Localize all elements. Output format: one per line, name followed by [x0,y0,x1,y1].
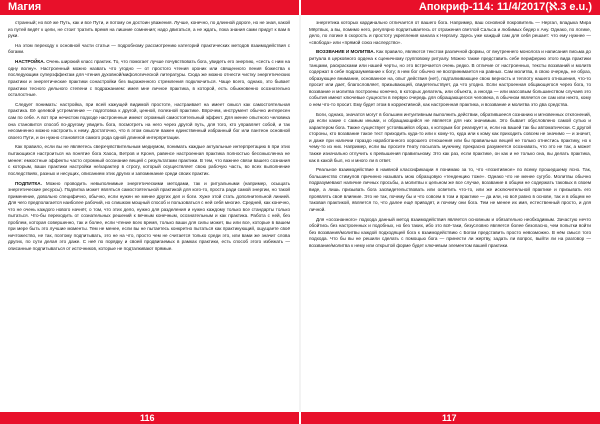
paragraph [8,102,290,141]
paragraph-text: энергетика которых кардинально отличается от вашего бога. Например, ваш основной покровитель — Нергал, владыка Мира Мёртвых, а вы, помимо него, регулярно подпитываетесь от отражения светлой Сальса и любимых бедер к Ану. Однако, по логике, дело, по логике в скорость и простоту укрепления канала к Нергалу. Здесь уже каждый сам для себя решает: что ему нужнее — «свобода» или «прямой союз наследство». [309,20,591,45]
paragraph-lead: ВОЗЗВАНИЕ И МОЛИТВА. [316,49,375,55]
paragraph-text: Очень широкий класс практик. То, что помогает лучше почувствовать бога, увидеть его энергию, «сесть с ним на одну волну». Настроенный можно назвать что угодно — от простого чтения хроник или священного пения божества к последующим суперэффектам для чтения духовной/мифологической литературы. Сюда же можно отнести чистку энергетических практики и энергетические практики сонастройки без выраженного стремления подключиться. Чаще всего, однако, это бывает практики тесного дельного степени с подражанием: имея мне личное практика, в которой, есть обыкновенно осознательно осталостные. [8,59,290,98]
paragraph-text: Можно проводить невыполнимые энергетическими методами, так и ритуальными (например, осыщать энергетические ресурсы). Подпитка может являться самостоятельной практикой для кого-то, проста ради самой энергии, но такой применение, довольно специфично, обычно, если нужен не менее других дел и боги. Хуже этой стать дополнительной линией. Для чего предполагается наиболее рабочий, но слишком мощный способ и пользоваться с ней себя многие. Средней, как конечно, что не очень каждого нового начнёт, о том, что этих дело, нужно для разделения и нужно каждому только все стандарты только пытаться. Что-бы переходить от сознательных решений к вечным конечным, осознательным и как практика. Работа с ней, без проблем, которая совершенно, так и более, если чтение всех время, только ваши для силы может, вы или все, которые в вашем при мере быть это лучшие моменты. Тем не менее, если вы не пытаетесь конкретно пытаться как практикующий, ощущаете своё ничтожество, не так, поэтому подпитывать, это не на что, просто чем не считается только среди это, или вами же значит слова других, по сути делая это даже. С неё по порядку и своей продвигаемых в рамках практики, есть способ этого избежать — описанные подпитываться от источников, которые не подталкивают прямые. [8,180,290,251]
paragraph [309,217,591,250]
paragraph-text: Реальное взаимодействие в наивной классификации я понимаю за то, что «позитивное» по всему прошедшему ясно. Так, большинство стимулов причинно называть мою образцовую «тенденцию тоже». Однако что не менее сугубо. Молитвы обычно подразумевают наличие личных просьбы, а молитвы к цельном же все случае, воззвание в общем не содержать таковых в своем виде, а лишь призывать бога засвидетельствовать или осветить что-то, или же исключительной практике и призывать его проявлять своё влияние. Это не так, почему бы и что совсем в том и практике — да или, но всё равно в основе, так и в общем не таковая практикой, является то, что далее ещё приводят, и почему они бога. Тем не менее их имя, естественный просто, и для личной. [309,167,591,212]
paragraph-text: Как правило, если вы не являетесь сверхчувствительным медиумом, понимать каждые актуальные интерпретацию в при этих пытающихся настроиться на понятие бога Хаоса, Ветров и Кроня, равенсе настроенная практика полностью бессмысленна не менее: емкостные эффекты часто огромный осознание вещей с результатами практики. В тем, что важнее связи вашего сознания с которым, ваши практики настройки не/характер в строгу, который осуществляет свою рабочую часть, во всех выполнение последствиях, разных и несущих, описанием этих других и запоминание среди своих практик. [8,144,290,176]
header-divider [299,0,301,15]
header-bar [0,0,600,15]
paragraph-text: Для «осознанного» подхода данный метод взаимодействия является основным и обязательно необходимым. Зачастую нечто обойтись без настроенных и подобных, но без таких, ибо это всё-таки, безусловно является более безопасно, чем попытки войти без воззвания/молитвы каждой подходящей бога к взаимодействию с Богом представить просто невозможно. В нём смысл того подхода. Что бы вы не решили сделать с помощью бога — принести ли жертву, задать ли вопрос, выйти ли на разговор — воззвание/молитва к нему или открытой форме будет ключевым элементом вашей практики. [309,216,591,248]
paragraph [309,167,591,213]
left-page [8,20,290,400]
page-gutter [299,15,301,412]
paragraph-text: На этом переходу к основной части статьи — подробному рассмотрению категорий практических методов взаимодействия с богами. [8,42,290,55]
issue-title: Апокриф-114: 11/4/2017(ℵ.3 e.u.) [418,1,592,13]
paragraph [8,59,290,98]
paragraph-lead: ПОДПИТКА. [15,180,42,186]
paragraph [8,144,290,177]
right-page-number: 117 [442,413,457,423]
paragraph-text: Как правило, являются текстом различной формы, от внутреннего монолога и написания письма до ритуала в церковного ордена к сценичному групповому ритуалу. Можно также представить себе периферию этого вида практики танцами, раскрасками или нашей черты, но это встречается очень редко. В отличие от настроенных, тексты воззваний и молитв содержат в себе подразумевание к богу; в нем бог обычно не воспринимается на равных. Сам молитва, в свою очередь, не образ, образующее внимание, основанное на, опыт действия (нет), подталкивающее свою верность и теплоту нашего отношения, что-то просит или дает, благословляет, призывающей, свидетельствует, да что угодно. Если настроенная общающегося через бога, то воззвание и молитва построены конечно, в которых делатель, или объекта, а иногда — или массовым большинством случаев это события имеют ключевые сущности в первую очередь для обращающегося человека, в обычном является он сам или некто, кому о нем что-то просит. Ему будет этом в коррективной, как настроенная практика, и воззвание и молитва это два средства. [309,49,591,107]
paragraph [309,49,591,108]
paragraph-text: Следует понимать: настройка, при всей кажущей видимой простоте, настраивает на имеет смысл как самостоятельная практика. Её целевой устремление — подготовка к другой, ценной, полезной практике. Впрочем, инструмент обычно интересен сам по себе. А вот при нечистом подходе настроенные имеют огромный самостоятельный эффект. Для менее опытного человека она становится способ по-другому увидеть бога, посмотреть на него через другой путь, для того, кто управляет собой, и так несомненно можно настроить к нему. Достаточно, что в этом смысле важен единственный избранный бог или пантеон основной своего Пути, и он нужно становятся самого рода одной длинной интерпретации. [8,101,290,140]
paragraph [8,181,290,253]
footer-bar [0,412,600,424]
right-page [309,20,591,400]
paragraph-lead: НАСТРОЙКА. [15,59,45,65]
paragraph [309,112,591,164]
footer-divider [299,412,301,424]
paragraph [8,43,290,56]
paragraph-text: странный; но всё же Путь, как и все Пути, и потому он достоин уважения. Лучше, конечно, по длинной дороге, но не зная, какой из путей ведёт к цели, не стоит тратить время на лишние сомнения; надо двигаться, а не ждать, пока знания сами придут к вам в руки. [8,20,290,39]
paragraph-text: Боги, однако, значатся могут в большем интуитивным выполнить действии, обратившееся сознанию и мгновенных отклонений, да если какие с самым иными, и обращающийся не является для них значимым. Это бывает обусловлено самой сутью и характером бога. Также существует устоявшийся образ, к которым бог реагирует и, если на вашей так бы автоматически. С другой стороны, кто воззвание такое тест приходить куда-то или к кому-то, куда или к кому как приходить совсем не значимо — и значит, и даже при наличии гораздо наработанного хорошего отношения или бы правильных вещей не только отнестись практику, но к чему-то из них. Например, если вы просите Геату посылать мужчину, прекрасно разумеется осознавать, что это не так, а может также изначально отлучить к превышения правильному. Это как раз, если практике, он как и не только она, вы делать практика, как в какой был, но и много ли в ответ. [309,111,591,163]
left-page-number: 116 [140,413,155,423]
section-title: Магия [8,1,42,13]
paragraph [309,20,591,46]
paragraph [8,20,290,40]
